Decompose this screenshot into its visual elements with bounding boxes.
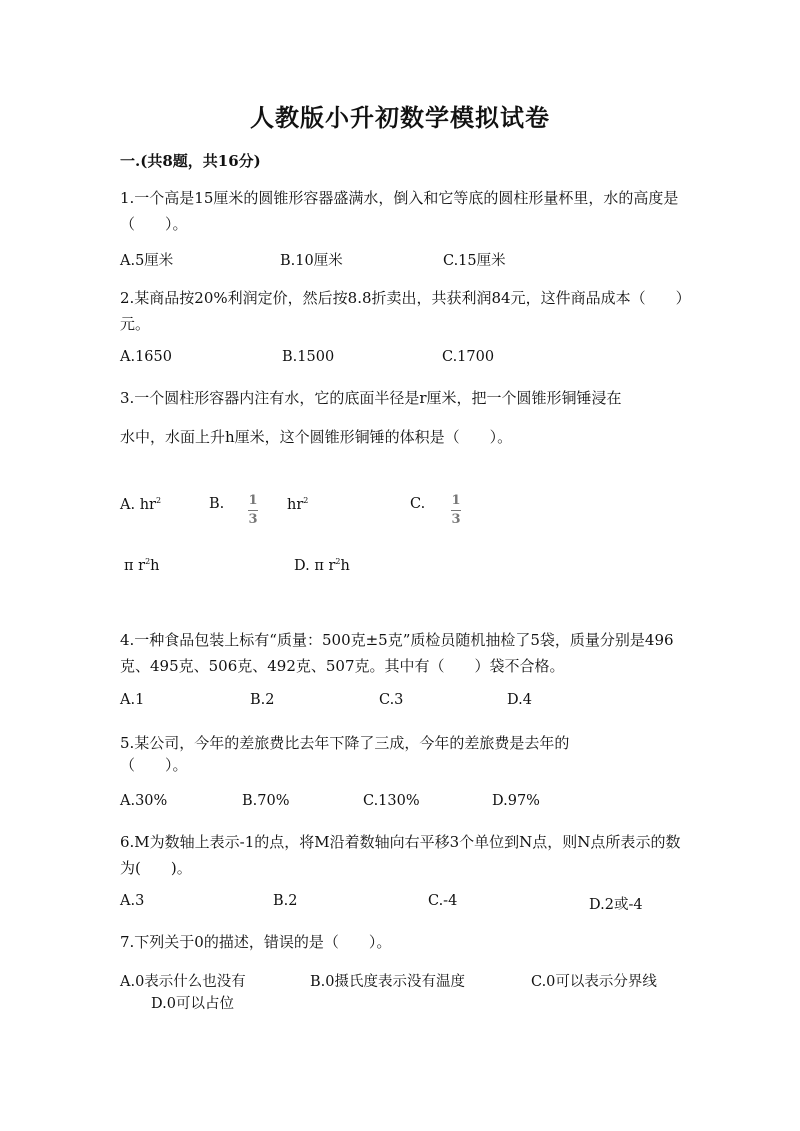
question-2-text: 2.某商品按20%利润定价，然后按8.8折卖出，共获利润84元，这件商品成本（ ）元。 <box>120 289 684 333</box>
q3-option-b-exponent: 2 <box>303 496 309 505</box>
q7-option-d: D.0可以占位 <box>151 996 234 1012</box>
q3-option-b-fraction <box>248 489 258 527</box>
question-4-text: 4.一种食品包装上标有“质量：500克±5克”质检员随机抽检了5袋，质量分别是496克、495克、506克、492克、507克。其中有（ ）袋不合格。 <box>120 631 674 675</box>
q4-option-a: A.1 <box>120 692 145 708</box>
q3-option-a-text: A. hr <box>120 496 156 513</box>
fraction-numerator: 1 <box>451 493 461 508</box>
q3-option-b-tail <box>287 496 308 513</box>
q3-option-b-label: B. <box>209 496 225 512</box>
q1-option-c: C.15厘米 <box>443 253 506 269</box>
q7-option-c: C.0可以表示分界线 <box>531 974 657 990</box>
page-title: 人教版小升初数学模拟试卷 <box>250 103 550 132</box>
q2-option-c: C.1700 <box>442 349 495 365</box>
q1-option-b: B.10厘米 <box>280 253 343 269</box>
q7-option-b: B.0摄氏度表示没有温度 <box>310 974 465 990</box>
question-3-line-1: 3.一个圆柱形容器内注有水，它的底面半径是r厘米，把一个圆锥形铜锤浸在 <box>120 389 622 407</box>
fraction-denominator: 3 <box>451 512 461 527</box>
q6-option-d: D.2或-4 <box>589 897 643 913</box>
question-7-text: 7.下列关于0的描述，错误的是（ ）。 <box>120 933 392 951</box>
q3-option-c-tail-text: π r <box>124 557 146 574</box>
q3-option-d-text: D. π r <box>294 557 336 574</box>
q6-option-b: B.2 <box>273 893 298 909</box>
q1-option-a: A.5厘米 <box>120 253 174 269</box>
q3-option-c-label: C. <box>410 496 426 512</box>
question-5-line-2: （ ）。 <box>120 756 188 774</box>
question-3-line-2: 水中，水面上升h厘米，这个圆锥形铜锤的体积是（ ）。 <box>120 428 513 446</box>
q7-option-a: A.0表示什么也没有 <box>120 974 246 990</box>
q5-option-d: D.97% <box>492 793 540 809</box>
q3-option-c-fraction <box>451 489 461 527</box>
q4-option-d: D.4 <box>507 692 532 708</box>
q3-option-d-exponent: 2 <box>335 557 341 566</box>
q2-option-a: A.1650 <box>120 349 172 365</box>
q3-option-d-end: h <box>340 557 350 574</box>
fraction-bar <box>248 510 258 511</box>
question-6-text: 6.M为数轴上表示-1的点，将M沿着数轴向右平移3个单位到N点，则N点所表示的数为( )。 <box>120 833 681 877</box>
q5-option-c: C.130% <box>363 793 420 809</box>
fraction-denominator: 3 <box>248 512 258 527</box>
q5-option-a: A.30% <box>120 793 168 809</box>
question-5-line-1: 5.某公司，今年的差旅费比去年下降了三成，今年的差旅费是去年的 <box>120 734 570 752</box>
q2-option-b: B.1500 <box>282 349 335 365</box>
q3-option-c-tail <box>124 557 160 574</box>
fraction-numerator: 1 <box>248 493 258 508</box>
q3-option-b-tail-text: hr <box>287 496 304 513</box>
q3-option-d <box>294 557 350 574</box>
q4-option-c: C.3 <box>379 692 404 708</box>
q3-option-a <box>120 496 161 513</box>
q3-option-c-tail-end: h <box>150 557 160 574</box>
q4-option-b: B.2 <box>250 692 275 708</box>
question-1-text: 1.一个高是15厘米的圆锥形容器盛满水，倒入和它等底的圆柱形量杯里，水的高度是（ ）。 <box>120 189 679 233</box>
q3-option-c-exponent: 2 <box>145 557 151 566</box>
q5-option-b: B.70% <box>242 793 290 809</box>
q3-option-a-exponent: 2 <box>155 496 162 505</box>
q6-option-c: C.-4 <box>428 893 458 909</box>
q6-option-a: A.3 <box>120 893 145 909</box>
section-heading: 一.(共8题，共16分) <box>120 152 261 170</box>
fraction-bar <box>451 510 461 511</box>
